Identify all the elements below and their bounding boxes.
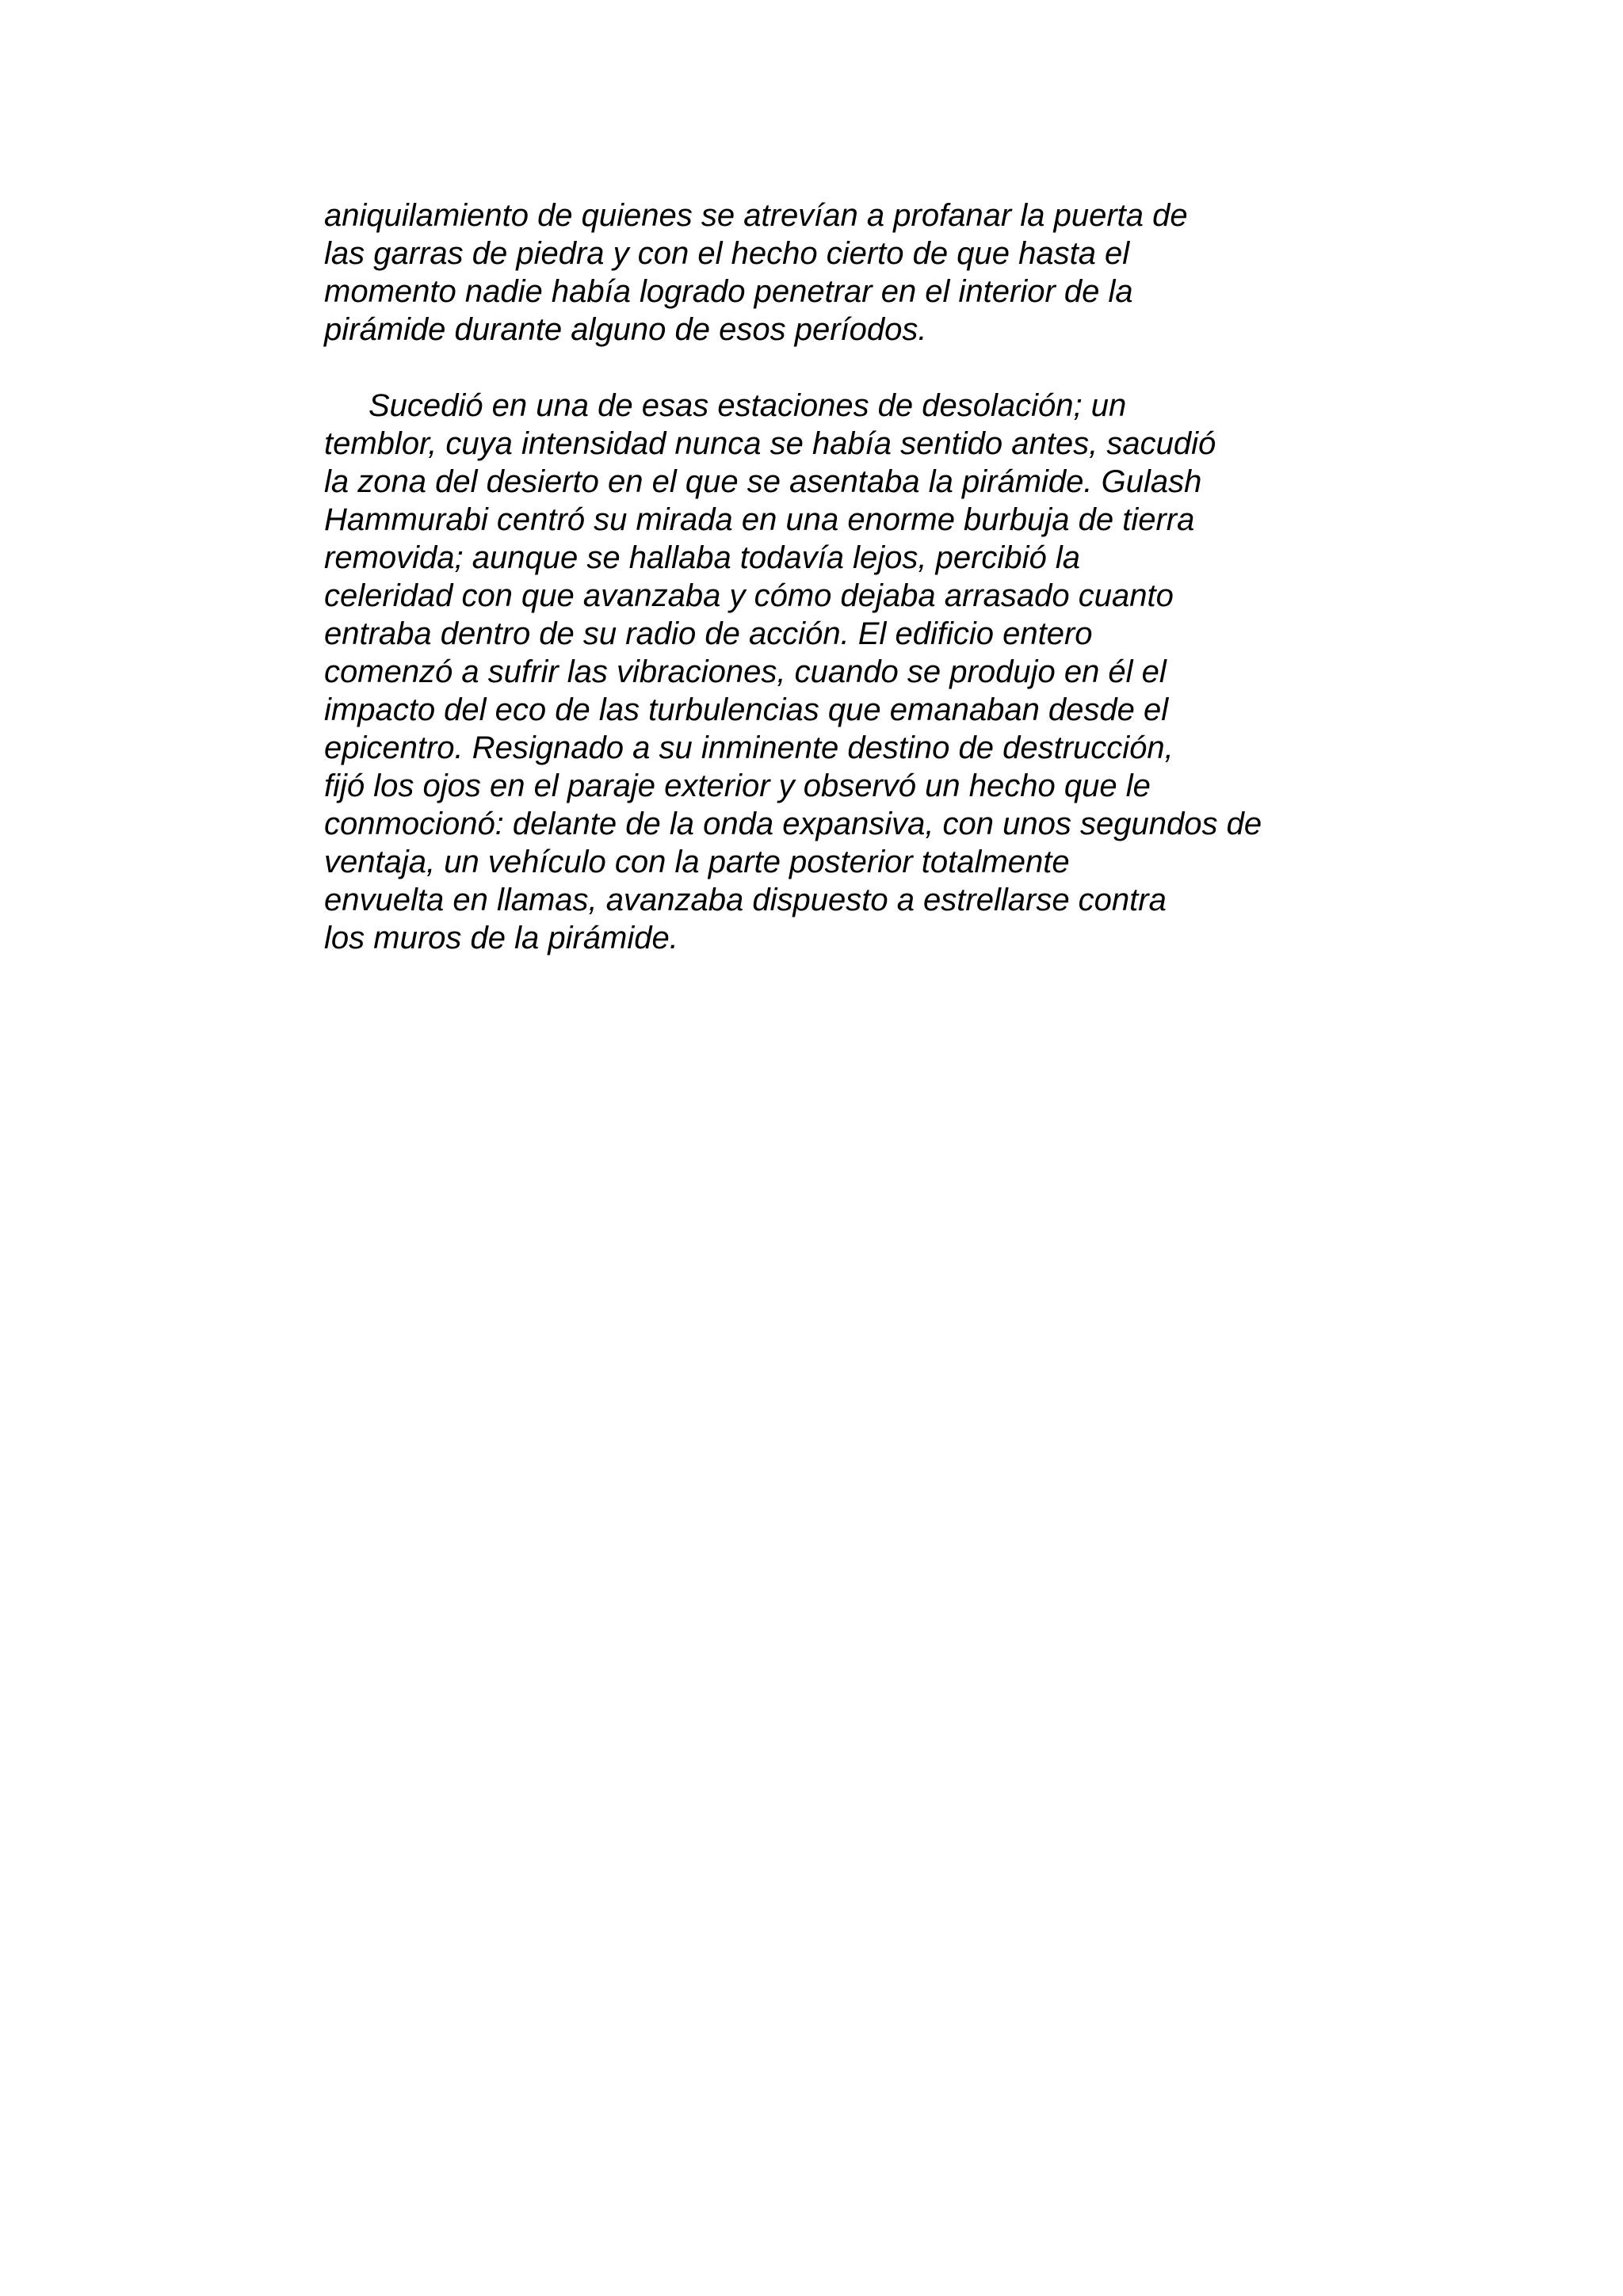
text-line: temblor, cuya intensidad nunca se había sentido antes, sacudió — [324, 426, 1216, 461]
text-line: epicentro. Resignado a su inminente destino de destrucción, — [324, 730, 1174, 765]
text-line: pirámide durante alguno de esos períodos. — [324, 312, 927, 347]
text-line: impacto del eco de las turbulencias que emanaban desde el — [324, 692, 1169, 727]
text-line: celeridad con que avanzaba y cómo dejaba arrasado cuanto — [324, 578, 1174, 613]
text-line: envuelta en llamas, avanzaba dispuesto a estrellarse contra — [324, 883, 1167, 917]
text-line: Hammurabi centró su mirada en una enorme burbuja de tierra — [324, 502, 1195, 537]
text-line: las garras de piedra y con el hecho cierto de que hasta el — [324, 236, 1130, 271]
text-line: fijó los ojos en el paraje exterior y observó un hecho que le — [324, 769, 1151, 803]
text-line: momento nadie había logrado penetrar en el interior de la — [324, 274, 1133, 309]
text-line: conmocionó: delante de la onda expansiva, con unos segundos de — [324, 807, 1262, 841]
text-line: ventaja, un vehículo con la parte posterior totalmente — [324, 845, 1070, 879]
text-line-first-indented: Sucedió en una de esas estaciones de desolación; un — [369, 388, 1127, 423]
text-line: los muros de la pirámide. — [324, 921, 678, 955]
text-line: entraba dentro de su radio de acción. El edificio entero — [324, 616, 1093, 651]
body-text — [324, 196, 1354, 957]
text-line: removida; aunque se hallaba todavía lejos, percibió la — [324, 540, 1080, 575]
paragraph-2 — [324, 387, 1354, 957]
text-line: comenzó a sufrir las vibraciones, cuando se produjo en él el — [324, 654, 1167, 689]
text-line: aniquilamiento de quienes se atrevían a profanar la puerta de — [324, 198, 1188, 233]
text-line: la zona del desierto en el que se asentaba la pirámide. Gulash — [324, 464, 1202, 499]
paragraph-1 — [324, 196, 1354, 349]
